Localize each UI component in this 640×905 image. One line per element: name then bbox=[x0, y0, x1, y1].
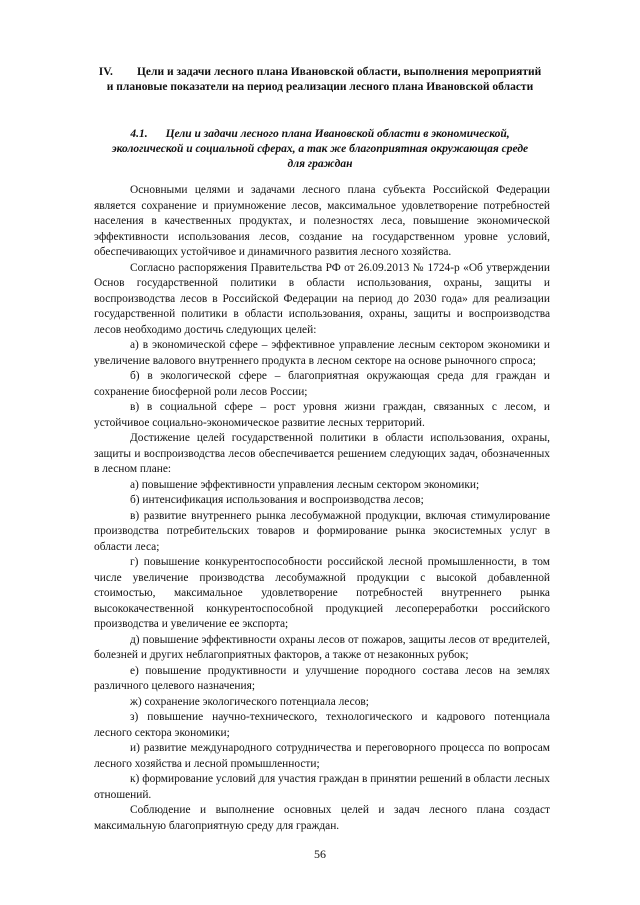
paragraph: б) в экологической сфере – благоприятная окружающая среда для граждан и сохранение биосферной роли лесов России; bbox=[94, 370, 550, 398]
paragraph: в) развитие внутреннего рынка лесобумажной продукции, включая стимулирование производства потребительских товаров и формирование рынка экосистемных услуг в области леса; bbox=[94, 509, 550, 553]
paragraph: а) в экономической сфере – эффективное управление лесным сектором экономики и увеличение валового внутреннего продукта в лесном секторе на основе рыночного спроса; bbox=[94, 339, 550, 367]
paragraph: г) повышение конкурентоспособности российской лесной промышленности, в том числе увеличение производства лесобумажной продукции с высокой добавленной стоимостью, максимальное удовлетворение потребностей внутреннего рынка высококачественной конкурентоспособной продукцией лесопереработки российского производства и увеличение ее экспорта; bbox=[94, 556, 550, 630]
subsection-number: 4.1. bbox=[130, 128, 148, 140]
paragraph: в) в социальной сфере – рост уровня жизни граждан, связанных с лесом, и устойчивое социально-экономическое развитие лесных территорий. bbox=[94, 401, 550, 429]
paragraph: з) повышение научно-технического, технологического и кадрового потенциала лесного сектора экономики; bbox=[94, 711, 550, 739]
paragraph: Достижение целей государственной политики в области использования, охраны, защиты и воспроизводства лесов обеспечивается решением следующих задач, обозначенных в лесном плане: bbox=[94, 432, 550, 475]
paragraph: е) повышение продуктивности и улучшение породного состава лесов на землях различного целевого назначения; bbox=[94, 664, 550, 692]
paragraph: к) формирование условий для участия граждан в принятии решений в области лесных отношений. bbox=[94, 773, 550, 801]
subsection-heading bbox=[105, 127, 535, 172]
paragraph: д) повышение эффективности охраны лесов от пожаров, защиты лесов от вредителей, болезней и других неблагоприятных факторов, а также от незаконных рубок; bbox=[94, 633, 550, 661]
paragraph: б) интенсификация использования и воспроизводства лесов; bbox=[130, 494, 424, 506]
paragraph: а) повышение эффективности управления лесным сектором экономики; bbox=[130, 478, 480, 491]
paragraph: и) развитие международного сотрудничества и переговорного процесса по вопросам лесного хозяйства и лесной промышленности; bbox=[94, 742, 550, 770]
page-number: 56 bbox=[314, 847, 326, 861]
paragraph: Согласно распоряжения Правительства РФ от 26.09.2013 № 1724-р «Об утверждении Основ государственной политики в области использования, охраны, защиты и воспроизводства лесов в Российской Федерации на период до 2030 года» для реализации государственной политики в области использования, охраны, защиты и воспроизводства лесов необходимо достичь следующих целей: bbox=[94, 261, 550, 336]
section-heading bbox=[95, 65, 545, 95]
paragraph: Основными целями и задачами лесного плана субъекта Российской Федерации является сохранение и приумножение лесов, максимальное удовлетворение потребностей населения в качественных продуктах, и полезностях леса, повышение экономической эффективности использования лесов, создание на государственном уровне условий, обеспечивающих устойчивое и динамичного развития лесного хозяйства. bbox=[94, 184, 550, 258]
section-title: Цели и задачи лесного плана Ивановской области, выполнения мероприятий и плановые показатели на период реализации лесного плана Ивановской области bbox=[106, 66, 542, 93]
body-text bbox=[94, 183, 550, 834]
subsection-title: Цели и задачи лесного плана Ивановской области в экономической, экологической и социальной сферах, а так же благоприятная окружающая среде для граждан bbox=[111, 128, 529, 170]
paragraph: Соблюдение и выполнение основных целей и задач лесного плана создаст максимальную благоприятную среду для граждан. bbox=[94, 804, 550, 832]
paragraph: ж) сохранение экологического потенциала лесов; bbox=[130, 695, 369, 708]
section-number: IV. bbox=[98, 66, 113, 78]
